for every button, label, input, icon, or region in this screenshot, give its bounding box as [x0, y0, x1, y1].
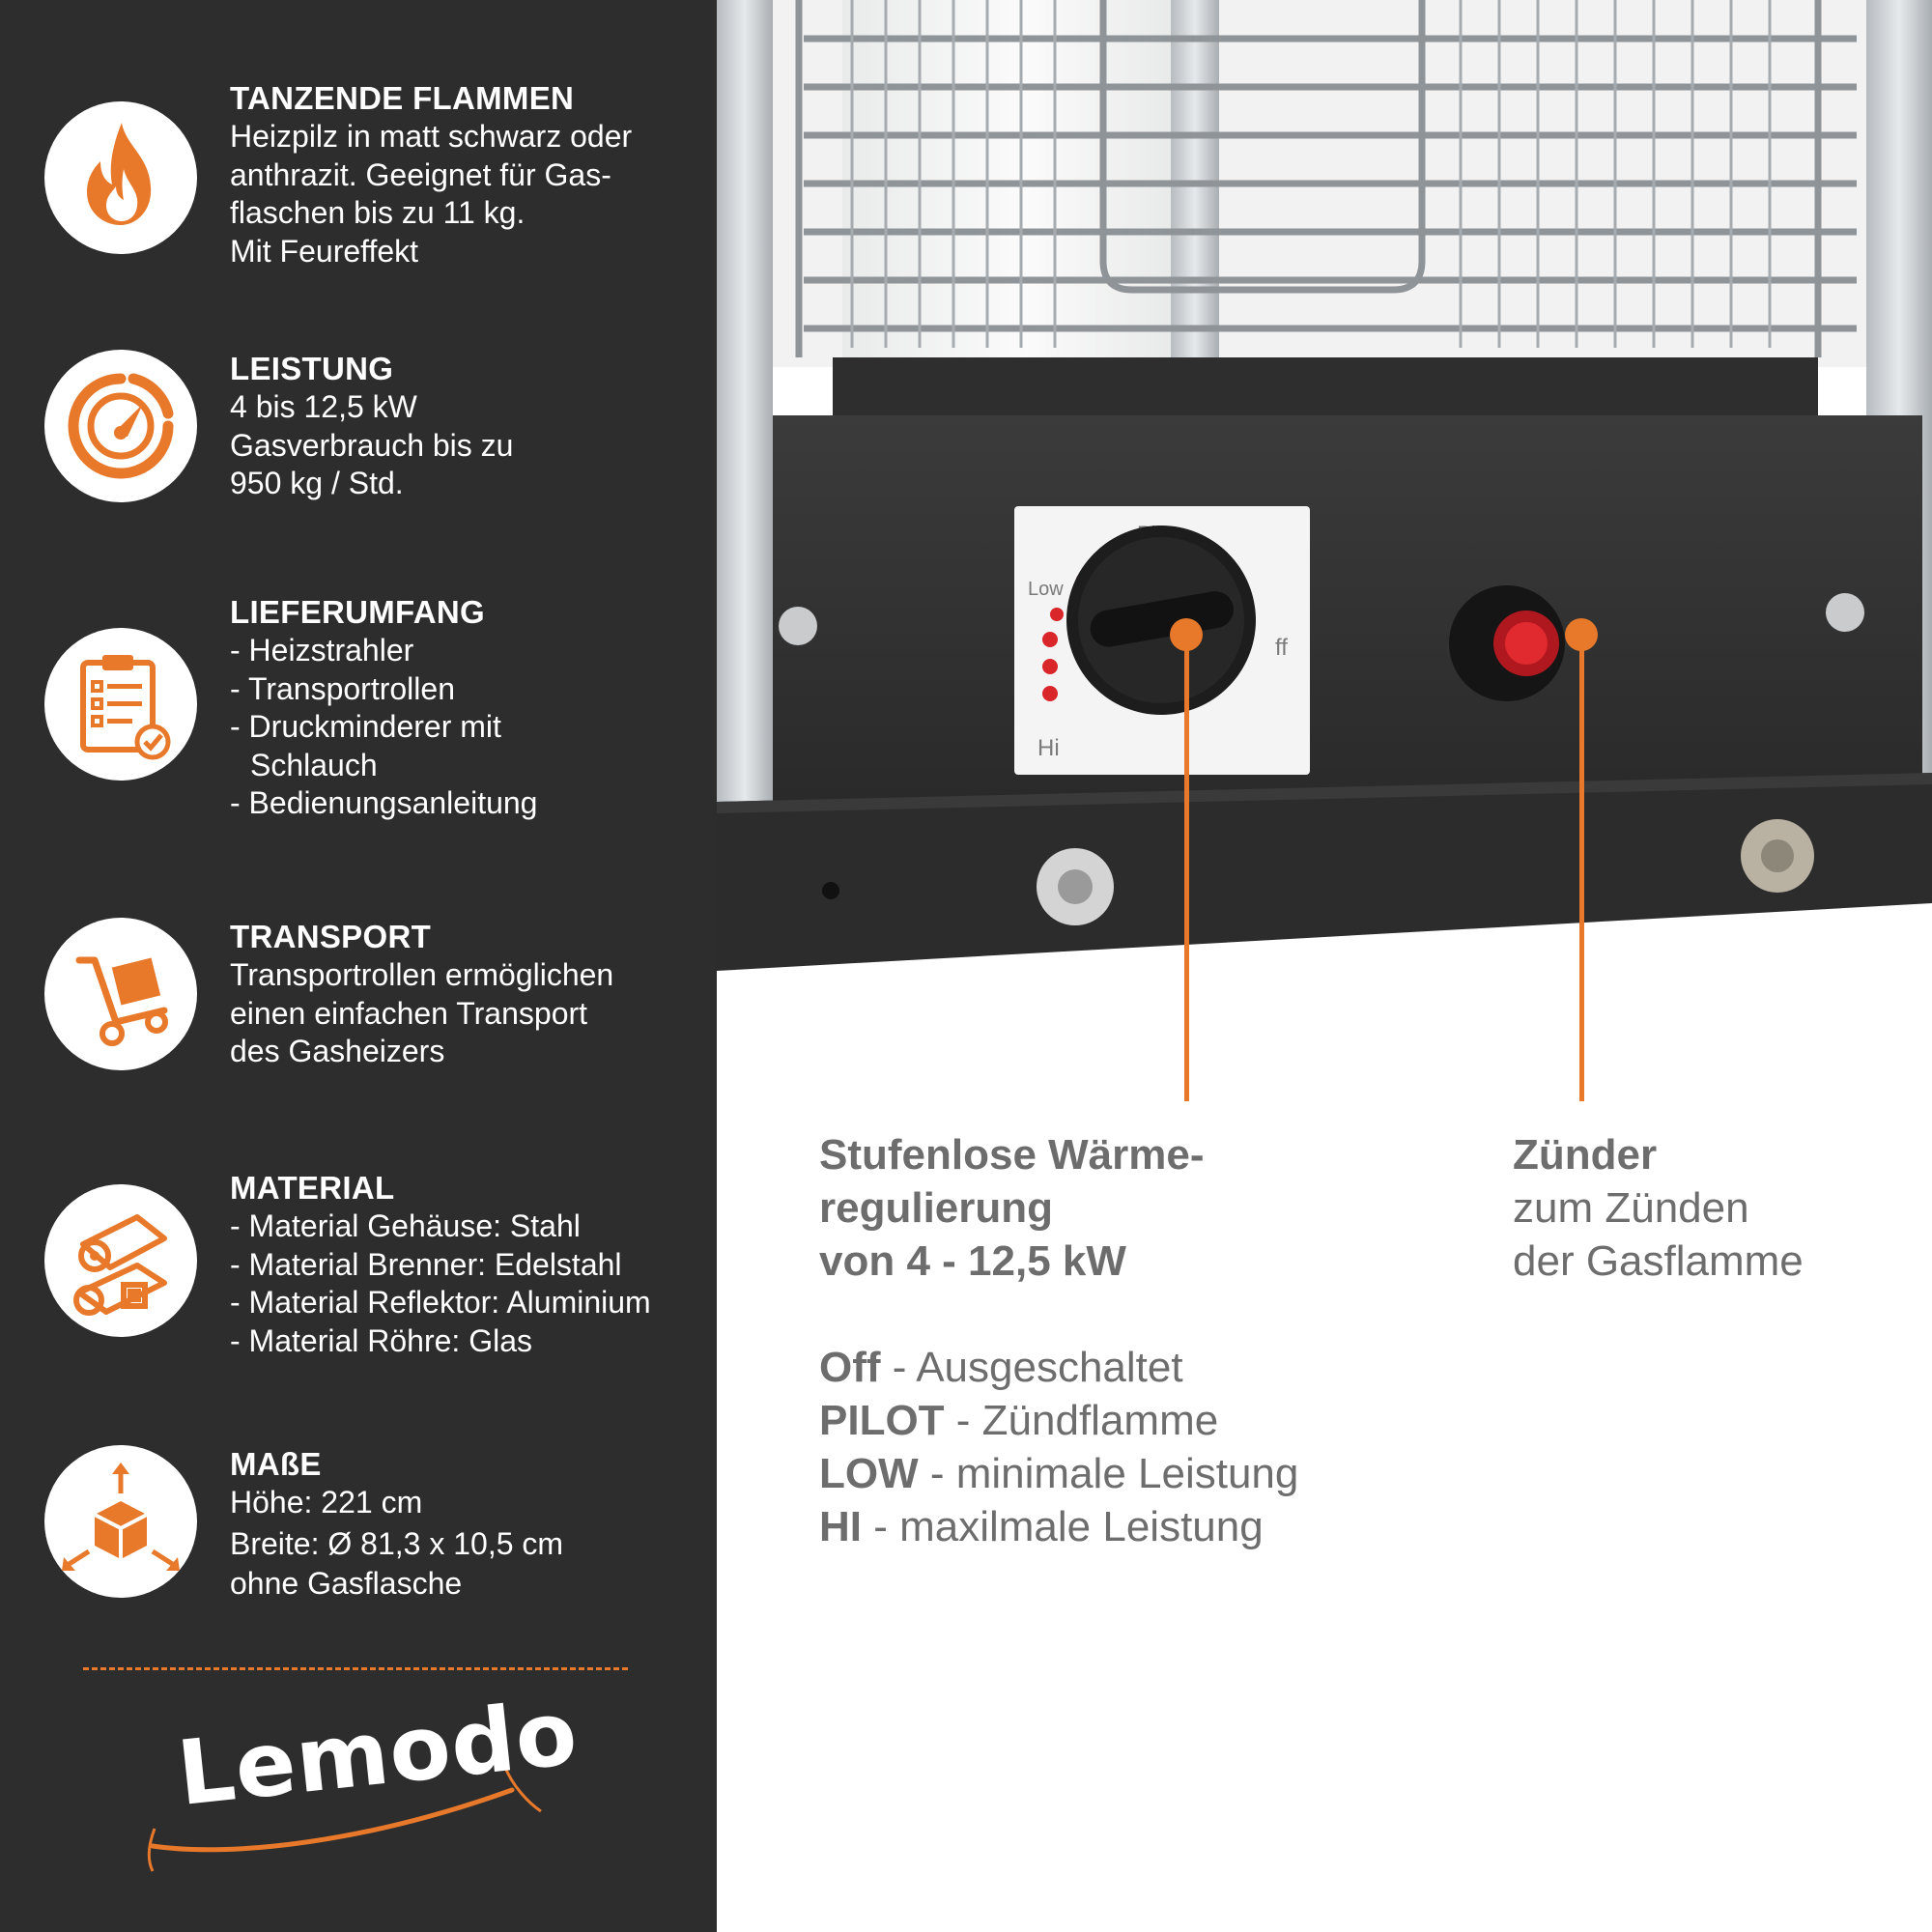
knob-label-hi: Hi: [1037, 735, 1060, 761]
igniter-heading: Zünder: [1513, 1131, 1658, 1179]
feature-line: - Bedienungsanleitung: [230, 785, 538, 820]
igniter-description: [1513, 1128, 1918, 1288]
mode-key: Off: [819, 1344, 881, 1391]
feature-line: Heizpilz in matt schwarz oder: [230, 119, 633, 154]
feature-sidebar: [0, 0, 717, 1932]
mode-hi: [819, 1500, 1437, 1553]
feature-line: 4 bis 12,5 kW: [230, 389, 417, 424]
product-photo: [717, 0, 1932, 971]
feature-line: - Material Gehäuse: Stahl: [230, 1208, 581, 1243]
material-pipes-icon: [44, 1184, 197, 1337]
igniter-callout-line: [1579, 635, 1584, 1101]
igniter-line: zum Zünden: [1513, 1184, 1749, 1232]
mode-pilot: [819, 1394, 1437, 1447]
gauge-icon-circle: [44, 350, 197, 502]
regulation-heading: [819, 1128, 1360, 1288]
feature-line: einen einfachen Transport: [230, 995, 588, 1031]
knob-label-low: Low: [1028, 579, 1064, 600]
feature-line: - Transportrollen: [230, 670, 455, 706]
feature-line: - Heizstrahler: [230, 633, 414, 668]
regulation-heading-line: regulierung: [819, 1184, 1054, 1232]
mode-desc: - maxilmale Leistung: [862, 1503, 1264, 1550]
feature-title: TANZENDE FLAMMEN: [230, 80, 575, 116]
feature-line: Mit Feureffekt: [230, 233, 419, 269]
feature-title: LIEFERUMFANG: [230, 594, 485, 630]
feature-transport-text: [230, 918, 713, 1071]
feature-line: Schlauch: [250, 747, 378, 782]
feature-line: Transportrollen ermöglichen: [230, 957, 614, 992]
knob-label-off: ff: [1275, 635, 1288, 661]
feature-line: 950 kg / Std.: [230, 466, 404, 500]
feature-line: Gasverbrauch bis zu: [230, 427, 514, 463]
feature-line: des Gasheizers: [230, 1034, 445, 1068]
dashed-divider: [83, 1667, 628, 1670]
mode-desc: - Zündflamme: [944, 1397, 1219, 1444]
clipboard-checklist-icon: [44, 628, 197, 781]
regulation-heading-line: von 4 - 12,5 kW: [819, 1237, 1126, 1285]
flame-icon: [44, 101, 197, 254]
box-icon-circle: [44, 1445, 197, 1598]
feature-line: - Druckminderer mit: [230, 709, 501, 744]
feature-line: - Material Reflektor: Aluminium: [230, 1285, 651, 1320]
feature-line: flaschen bis zu 11 kg.: [230, 195, 526, 230]
mode-desc: - Ausgeschaltet: [880, 1344, 1183, 1391]
gauge-icon: [44, 350, 197, 502]
feature-title: TRANSPORT: [230, 919, 432, 954]
mode-key: HI: [819, 1503, 862, 1550]
feature-line: - Material Brenner: Edelstahl: [230, 1246, 622, 1282]
feature-line: anthrazit. Geeignet für Gas-: [230, 156, 611, 192]
feature-line: Breite: Ø 81,3 x 10,5 cm: [230, 1525, 564, 1561]
feature-line: Höhe: 221 cm: [230, 1485, 423, 1520]
regulation-heading-line: Stufenlose Wärme-: [819, 1131, 1205, 1179]
feature-title: LEISTUNG: [230, 351, 394, 386]
hand-truck-icon-circle: [44, 918, 197, 1070]
mode-list: [819, 1341, 1437, 1553]
hand-truck-icon: [44, 918, 197, 1070]
feature-line: ohne Gasflasche: [230, 1565, 463, 1601]
feature-dimensions-text: [230, 1445, 713, 1603]
clipboard-icon-circle: [44, 628, 197, 781]
feature-title: MAßE: [230, 1446, 322, 1482]
feature-line: - Material Röhre: Glas: [230, 1322, 532, 1358]
mode-key: LOW: [819, 1450, 919, 1497]
feature-flames-text: [230, 79, 713, 270]
material-icon-circle: [44, 1184, 197, 1337]
brand-logo: [145, 1681, 582, 1879]
brand-name: Lemodo: [172, 1681, 582, 1826]
mode-desc: - minimale Leistung: [918, 1450, 1299, 1497]
feature-title: MATERIAL: [230, 1170, 395, 1206]
mode-off: [819, 1341, 1437, 1394]
feature-power-text: [230, 350, 713, 503]
feature-delivery-text: [230, 593, 713, 823]
flame-icon-circle: [44, 101, 197, 254]
feature-material-text: [230, 1169, 713, 1360]
box-dimensions-icon: [44, 1445, 197, 1598]
knob-callout-line: [1184, 635, 1189, 1101]
mode-key: PILOT: [819, 1397, 945, 1444]
mode-low: [819, 1447, 1437, 1500]
igniter-line: der Gasflamme: [1513, 1237, 1804, 1285]
